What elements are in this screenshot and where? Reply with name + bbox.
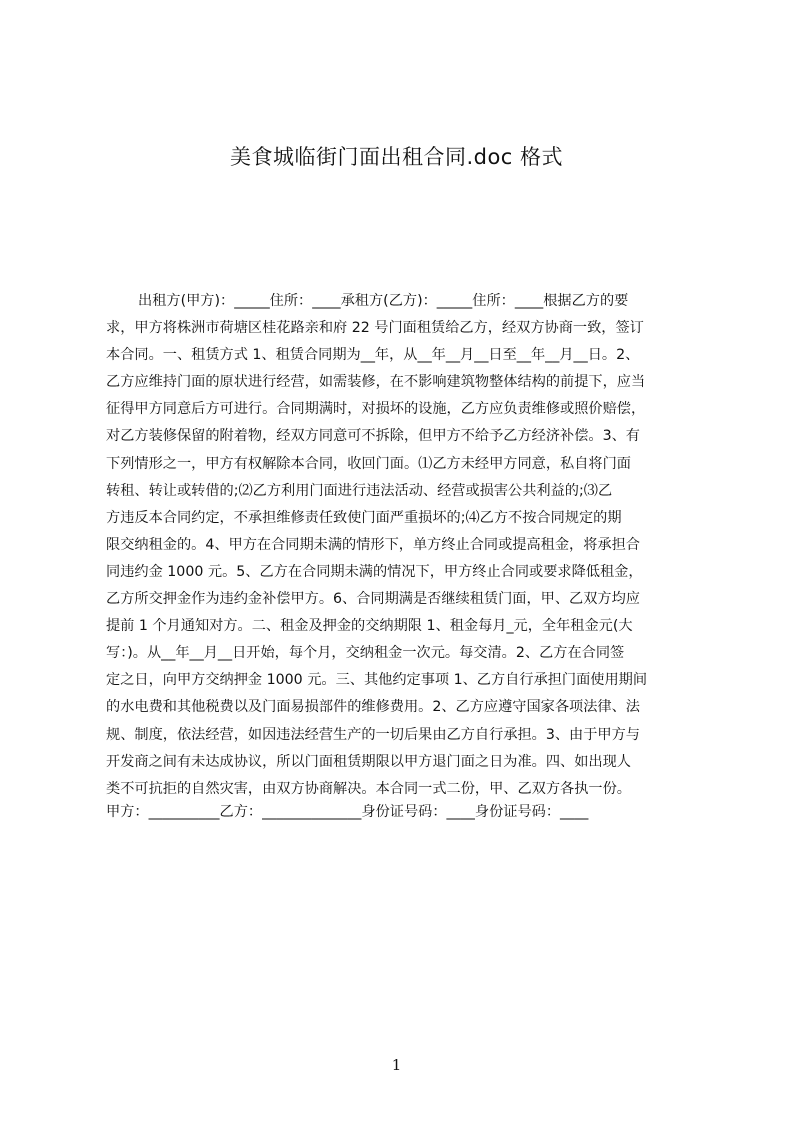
body-line: 下列情形之一，甲方有权解除本合同，收回门面。⑴乙方未经甲方同意，私自将门面	[106, 455, 631, 472]
body-line: 方违反本合同约定，不承担维修责任致使门面严重损坏的;⑷乙方不按合同规定的期	[106, 509, 622, 526]
contract-body	[106, 288, 706, 803]
document-title: 美食城临街门面出租合同.doc 格式	[229, 145, 564, 169]
body-line: 乙方应维持门面的原状进行经营，如需装修，在不影响建筑物整体结构的前提下，应当	[106, 374, 646, 391]
body-line: 开发商之间有未达成协议，所以门面租赁期限以甲方退门面之日为准。四、如出现人	[106, 753, 631, 770]
body-line: 出租方(甲方)：_____住所：____承租方(乙方)：_____住所：____根据乙方的要	[138, 293, 629, 309]
body-line: 提前 1 个月通知对方。二、租金及押金的交纳期限 1、租金每月_元，全年租金元(大	[106, 618, 633, 635]
body-line: 征得甲方同意后方可进行。合同期满时，对损坏的设施，乙方应负责维修或照价赔偿，	[106, 401, 646, 418]
body-line: 转租、转让或转借的;⑵乙方利用门面进行违法活动、经营或损害公共利益的;⑶乙	[106, 482, 613, 499]
signature-line: 甲方：__________乙方：______________身份证号码：____身份证号码：____	[106, 804, 589, 820]
body-line: 类不可抗拒的自然灾害，由双方协商解决。本合同一式二份，甲、乙双方各执一份。	[106, 780, 631, 797]
body-line: 限交纳租金的。4、甲方在合同期未满的情形下，单方终止合同或提高租金，将承担合	[106, 536, 640, 553]
body-line: 乙方所交押金作为违约金补偿甲方。6、合同期满是否继续租赁门面，甲、乙双方均应	[106, 591, 640, 608]
body-line: 的水电费和其他税费以及门面易损部件的维修费用。2、乙方应遵守国家各项法律、法	[106, 699, 640, 716]
body-line: 规、制度，依法经营，如因违法经营生产的一切后果由乙方自行承担。3、由于甲方与	[106, 726, 640, 743]
body-line: 同违约金 1000 元。5、乙方在合同期未满的情况下，甲方终止合同或要求降低租金，	[106, 563, 643, 580]
body-line: 定之日，向甲方交纳押金 1000 元。三、其他约定事项 1、乙方自行承担门面使用期间	[106, 672, 648, 689]
body-line: 求，甲方将株洲市荷塘区桂花路亲和府 22 号门面租赁给乙方，经双方协商一致，签订	[106, 320, 644, 337]
body-line: 对乙方装修保留的附着物，经双方同意可不拆除，但甲方不给予乙方经济补偿。3、有	[106, 428, 640, 445]
body-line: 写：)。从__年__月__日开始，每个月，交纳租金一次元。每交清。2、乙方在合同签	[106, 645, 625, 662]
page-number: 1	[391, 1056, 402, 1074]
body-line: 本合同。一、租赁方式 1、租赁合同期为__年，从__年__月__日至__年__月__日。2、	[106, 347, 640, 364]
